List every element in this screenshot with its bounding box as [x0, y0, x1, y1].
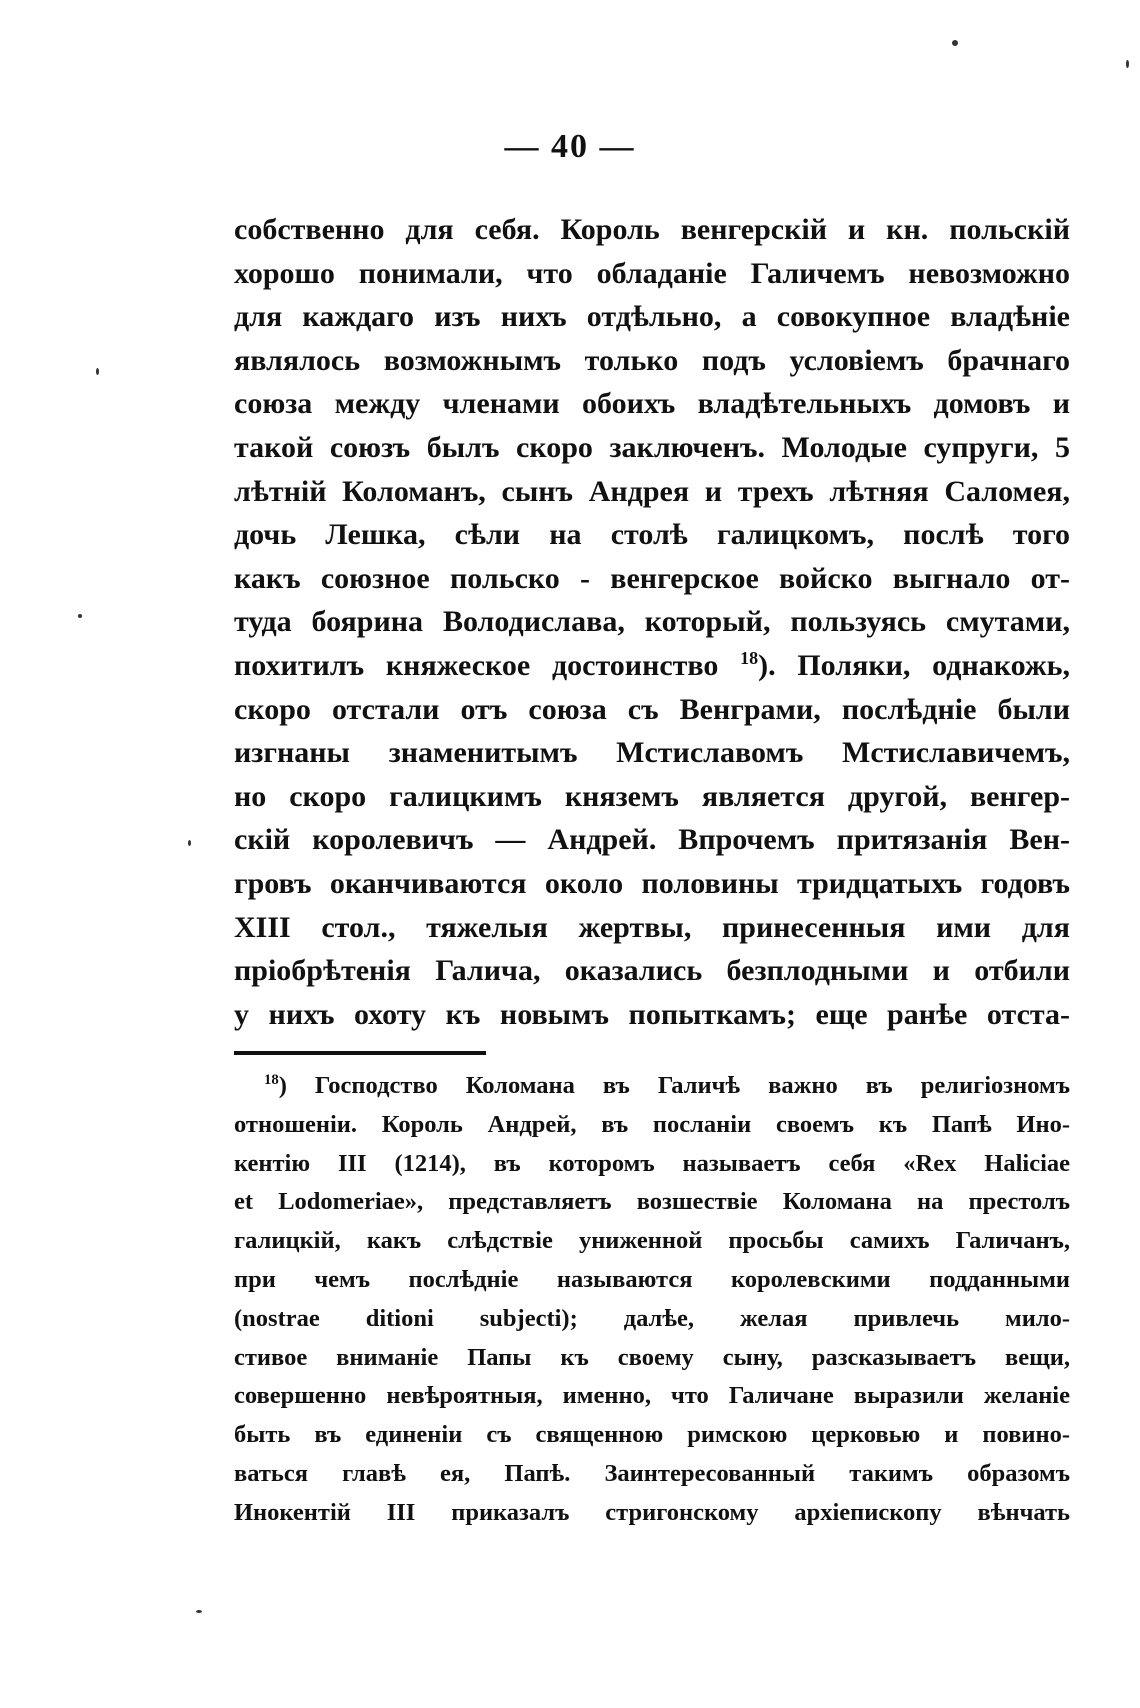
text-line: какъ союзное польско - венгерское войско выгнало от- — [234, 561, 1070, 595]
footnote-mark: 18 — [264, 1071, 279, 1088]
footnote-divider — [234, 1051, 486, 1055]
text-line: для каждаго изъ нихъ отдѣльно, а совокупное владѣніе — [234, 300, 1070, 334]
scan-speck — [1126, 60, 1129, 68]
text-line: но скоро галицкимъ княземъ является другой, венгер- — [234, 779, 1070, 813]
text-line-with-footnote — [234, 644, 1070, 688]
footnote-line: стивое вниманіе Папы къ своему сыну, разсказываетъ вещи, — [234, 1343, 1070, 1371]
footnote-reference: 18 — [740, 647, 759, 668]
footnote-line: совершенно невѣроятныя, именно, что Галичане выразили желаніе — [234, 1382, 1070, 1410]
page-number: — 40 — — [504, 128, 636, 165]
footnote-line: при чемъ послѣдніе называются королевскими подданными — [234, 1265, 1070, 1293]
footnote-line: et Lodomeriae», представляетъ возшествіе Коломана на престолъ — [234, 1188, 1070, 1216]
text-segment: ) Господство Коломана въ Галичѣ важно въ религіозномъ — [278, 1072, 1070, 1099]
footnote-line: галицкій, какъ слѣдствіе униженной просьбы самихъ Галичанъ, — [234, 1227, 1070, 1255]
text-line: такой союзъ былъ скоро заключенъ. Молодые супруги, 5 — [234, 430, 1070, 464]
text-line: скій королевичъ — Андрей. Впрочемъ притязанія Вен- — [234, 823, 1070, 857]
text-line: дочь Лешка, сѣли на столѣ галицкомъ, послѣ того — [234, 518, 1070, 552]
scan-speck — [78, 614, 82, 618]
text-line: собственно для себя. Король венгерскій и кн. польскій — [234, 213, 1070, 246]
text-line: пріобрѣтенія Галича, оказались безплодными и отбили — [234, 954, 1070, 988]
footnote-line: (nostrae ditioni subjecti); далѣе, желая привлечь мило- — [234, 1304, 1070, 1332]
text-line: лѣтній Коломанъ, сынъ Андрея и трехъ лѣтняя Саломея, — [234, 474, 1070, 508]
text-line: гровъ оканчиваются около половины тридцатыхъ годовъ — [234, 866, 1070, 900]
text-segment: ). Поляки, однакожь, — [758, 648, 1070, 682]
scan-speck — [196, 1610, 202, 1613]
text-segment: похитилъ княжеское достоинство — [234, 648, 719, 682]
footnote — [234, 1067, 1070, 1533]
footnote-first-line — [234, 1067, 1070, 1106]
footnote-line: кентію III (1214), въ которомъ называетъ себя «Rex Haliciae — [234, 1149, 1070, 1177]
footnote-line: отношеніи. Король Андрей, въ посланіи своемъ къ Папѣ Ино- — [234, 1110, 1070, 1138]
main-text — [234, 208, 1070, 1036]
text-line: хорошо понимали, что обладаніе Галичемъ невозможно — [234, 256, 1070, 290]
text-line: скоро отстали отъ союза съ Венграми, послѣдніе были — [234, 692, 1070, 726]
text-line: XIII стол., тяжелыя жертвы, принесенныя ими для — [234, 910, 1070, 944]
footnote-line: быть въ единеніи съ священною римскою церковью и повино- — [234, 1421, 1070, 1449]
footnote-line: ваться главѣ ея, Папѣ. Заинтересованный такимъ образомъ — [234, 1459, 1070, 1487]
text-line: союза между членами обоихъ владѣтельныхъ домовъ и — [234, 387, 1070, 421]
scan-speck — [96, 368, 99, 375]
text-line: у нихъ охоту къ новымъ попыткамъ; еще ранѣе отста- — [234, 997, 1070, 1031]
scan-speck — [188, 840, 191, 846]
scan-speck — [952, 40, 958, 46]
footnote-line: Инокентій III приказалъ стригонскому архіепископу вѣнчать — [234, 1498, 1070, 1526]
text-line: туда боярина Володислава, который, пользуясь смутами, — [234, 605, 1070, 639]
text-line: являлось возможнымъ только подъ условіемъ брачнаго — [234, 343, 1070, 377]
text-line: изгнаны знаменитымъ Мстиславомъ Мстиславичемъ, — [234, 736, 1070, 770]
